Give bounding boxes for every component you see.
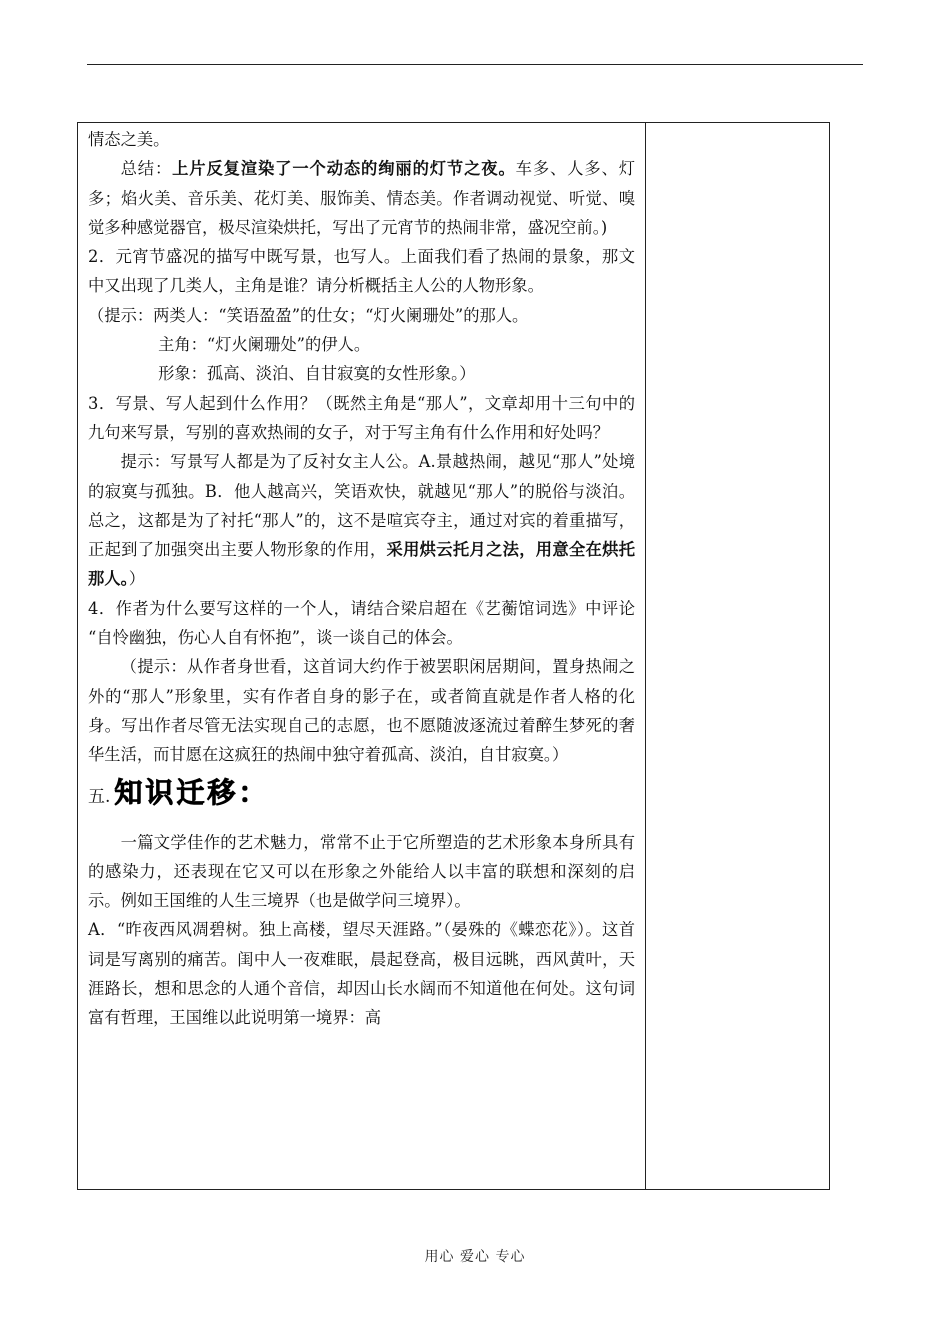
section-title: 知识迁移： [114, 775, 270, 809]
summary-bold: 上片反复渲染了一个动态的绚丽的灯节之夜。 [172, 159, 516, 179]
notes-column-cell [646, 123, 829, 1189]
hint-3-bold: 采用烘云托月之法，用意全在烘托那人。 [88, 540, 635, 589]
summary-text: 车多、人多、灯多；焰火美、音乐美、花灯美、服饰美、情态美。作者调动视觉、听觉、嗅觉多种感觉器官，极尽渲染烘托，写出了元宵节的热闹非常，盛况空前。) [88, 159, 635, 237]
question-3: 3．写景、写人起到什么作用？（既然主角是“那人”，文章却用十三句中的九句来写景，写别的喜欢热闹的女子，对于写主角有什么作用和好处吗？ [88, 393, 635, 442]
summary-paragraph [88, 154, 635, 242]
page-footer: 用心 爱心 专心 [424, 1249, 526, 1265]
question-2: 2．元宵节盛况的描写中既写景，也写人。上面我们看了热闹的景象，那文中又出现了几类人，主角是谁？请分析概括主人公的人物形象。 [88, 247, 635, 296]
hint-3-end: ） [128, 569, 145, 589]
main-content-cell [88, 125, 635, 1033]
section-number: 五. [88, 786, 111, 807]
hint-2-line-3: 形象：孤高、淡泊、自甘寂寞的女性形象。） [158, 364, 476, 384]
hint-3-text: 提示：写景写人都是为了反衬女主人公。A.景越热闹，越见“那人”处境的寂寞与孤独。B．他人越高兴，笑语欢快，就越见“那人”的脱俗与淡泊。总之，这都是为了衬托“那人”的，这不是喧宾夺主，通过对宾的着重描写，正起到了加强突出主要人物形象的作用， [88, 452, 635, 560]
hint-3 [88, 447, 635, 593]
header-rule [87, 64, 863, 65]
hint-2-line-1: （提示：两类人：“笑语盈盈”的仕女；“灯火阑珊处”的那人。 [88, 305, 529, 325]
question-4: 4．作者为什么要写这样的一个人，请结合梁启超在《艺蘅馆词选》中评论 “自怜幽独，伤心人自有怀抱”，谈一谈自己的体会。 [88, 598, 635, 648]
section-5-paragraph: 一篇文学佳作的艺术魅力，常常不止于它所塑造的艺术形象本身所具有的感染力，还表现在它又可以在形象之外能给人以丰富的联想和深刻的启示。例如王国维的人生三境界（也是做学问三境界）。 [88, 832, 635, 911]
document-table [77, 122, 830, 1190]
hint-4: （提示：从作者身世看，这首词大约作于被罢职闲居期间，置身热闹之外的“那人”形象里，实有作者自身的影子在，或者简直就是作者人格的化身。写出作者尽管无法实现自己的志愿，也不愿随波逐流过着醉生梦死的奢华生活，而甘愿在这疯狂的热闹中独守着孤高、淡泊，自甘寂寞。） [88, 657, 635, 765]
text-line: 情态之美。 [88, 130, 170, 149]
hint-2-line-2: 主角：“灯火阑珊处”的伊人。 [158, 335, 371, 355]
section-5-heading [88, 775, 635, 824]
summary-label: 总结： [120, 159, 173, 179]
section-5-item-a: A．“昨夜西风凋碧树。独上高楼，望尽天涯路。”（晏殊的《蝶恋花》）。这首词是写离别的痛苦。闺中人一夜难眠，晨起登高，极目远眺，西风黄叶，天涯路长，想和思念的人通个音信，却因山长水阔而不知道他在何处。这句词富有哲理，王国维以此说明第一境界：高 [88, 920, 635, 1028]
